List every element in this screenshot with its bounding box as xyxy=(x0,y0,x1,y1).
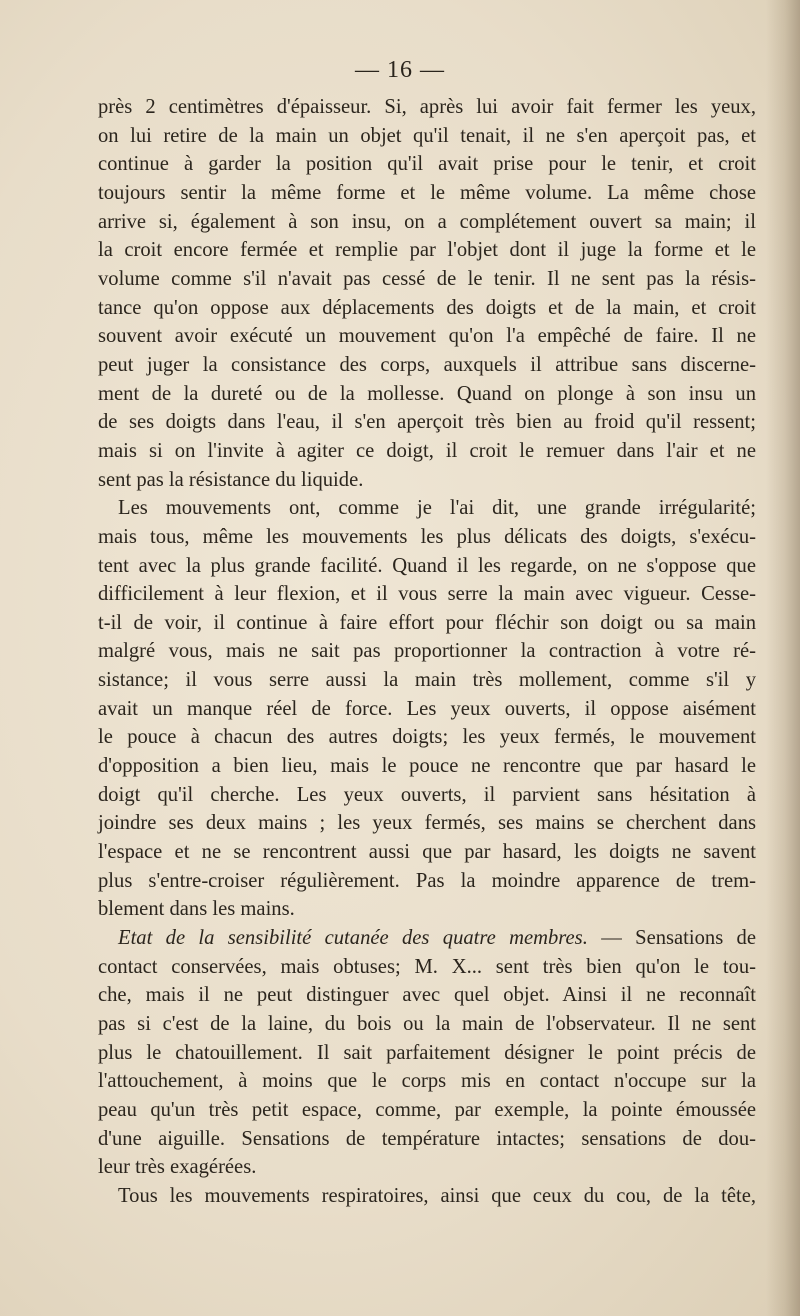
text-line: arrive si, également à son insu, on a complétement ouvert sa main; il xyxy=(98,210,756,233)
page-spine-shadow xyxy=(766,0,800,1316)
text-line: leur très exagérées. xyxy=(98,1156,257,1179)
text-line: avait un manque réel de force. Les yeux ouverts, il oppose aisément xyxy=(98,697,756,720)
text-line: on lui retire de la main un objet qu'il tenait, il ne s'en aperçoit pas, et xyxy=(98,124,756,147)
text-line: d'une aiguille. Sensations de température intactes; sensations de dou- xyxy=(98,1127,756,1150)
text-line: toujours sentir la même forme et le même volume. La même chose xyxy=(98,181,756,204)
paragraph-4 xyxy=(98,1182,756,1211)
text-line: sent pas la résistance du liquide. xyxy=(98,468,364,491)
paragraph-1 xyxy=(98,93,756,494)
text-line: tance qu'on oppose aux déplacements des doigts et de la main, et croit xyxy=(98,296,756,319)
text-line: plus le chatouillement. Il sait parfaitement désigner le point précis de xyxy=(98,1041,756,1064)
text-line: t-il de voir, il continue à faire effort pour fléchir son doigt ou sa main xyxy=(98,611,756,634)
text-line: che, mais il ne peut distinguer avec quel objet. Ainsi il ne reconnaît xyxy=(98,984,756,1007)
text-line: continue à garder la position qu'il avait prise pour le tenir, et croit xyxy=(98,153,756,176)
text-line: contact conservées, mais obtuses; M. X... sent très bien qu'on le tou- xyxy=(98,955,756,978)
text-line: le pouce à chacun des autres doigts; les yeux fermés, le mouvement xyxy=(98,726,756,749)
text-line: Tous les mouvements respiratoires, ainsi que ceux du cou, de la tête, xyxy=(118,1184,756,1207)
text-line: pas si c'est de la laine, du bois ou la main de l'observateur. Il ne sent xyxy=(98,1013,756,1035)
text-line: souvent avoir exécuté un mouvement qu'on l'a empêché de faire. Il ne xyxy=(98,325,756,348)
text-line: sistance; il vous serre aussi la main très mollement, comme s'il y xyxy=(98,669,756,692)
section-heading: Etat de la sensibilité cutanée des quatre membres. xyxy=(118,927,588,950)
text-line: malgré vous, mais ne sait pas proportionner la contraction à votre ré- xyxy=(98,640,756,663)
text-line: peau qu'un très petit espace, comme, par exemple, la pointe émoussée xyxy=(98,1098,756,1121)
text-line: près 2 centimètres d'épaisseur. Si, après lui avoir fait fermer les yeux, xyxy=(98,96,756,118)
text-line: joindre ses deux mains ; les yeux fermés, ses mains se cherchent dans xyxy=(98,812,756,835)
paragraph-3 xyxy=(98,924,756,1182)
text-line: d'opposition a bien lieu, mais le pouce ne rencontre que par hasard le xyxy=(98,755,756,778)
paragraph-2 xyxy=(98,494,756,924)
text-line: ment de la dureté ou de la mollesse. Quand on plonge à son insu un xyxy=(98,382,756,405)
text-line: mais si on l'invite à agiter ce doigt, il croit le remuer dans l'air et ne xyxy=(98,439,756,462)
text-line: plus s'entre-croiser régulièrement. Pas la moindre apparence de trem- xyxy=(98,869,756,892)
body-text xyxy=(98,93,756,1211)
text-line: l'espace et ne se rencontrent aussi que par hasard, les doigts ne savent xyxy=(98,841,756,864)
text-line: tent avec la plus grande facilité. Quand il les regarde, on ne s'oppose que xyxy=(98,554,756,577)
text-line: peut juger la consistance des corps, auxquels il attribue sans discerne- xyxy=(98,353,756,376)
page-number: — 16 — xyxy=(355,57,445,83)
text-line: volume comme s'il n'avait pas cessé de le tenir. Il ne sent pas la résis- xyxy=(98,267,756,290)
text-line: blement dans les mains. xyxy=(98,898,295,921)
text-line: l'attouchement, à moins que le corps mis en contact n'occupe sur la xyxy=(98,1070,756,1093)
text-line: de ses doigts dans l'eau, il s'en aperçoit très bien au froid qu'il ressent; xyxy=(98,411,756,434)
text-line: mais tous, même les mouvements les plus délicats des doigts, s'exécu- xyxy=(98,525,756,548)
text-line: doigt qu'il cherche. Les yeux ouverts, il parvient sans hésitation à xyxy=(98,783,756,806)
text-line: Les mouvements ont, comme je l'ai dit, une grande irrégularité; xyxy=(118,497,756,520)
text-line xyxy=(98,924,756,953)
heading-line-rest: — Sensations de xyxy=(587,927,756,950)
text-line: difficilement à leur flexion, et il vous serre la main avec vigueur. Cesse- xyxy=(98,583,756,606)
text-line: la croit encore fermée et remplie par l'objet dont il juge la forme et le xyxy=(98,239,756,262)
